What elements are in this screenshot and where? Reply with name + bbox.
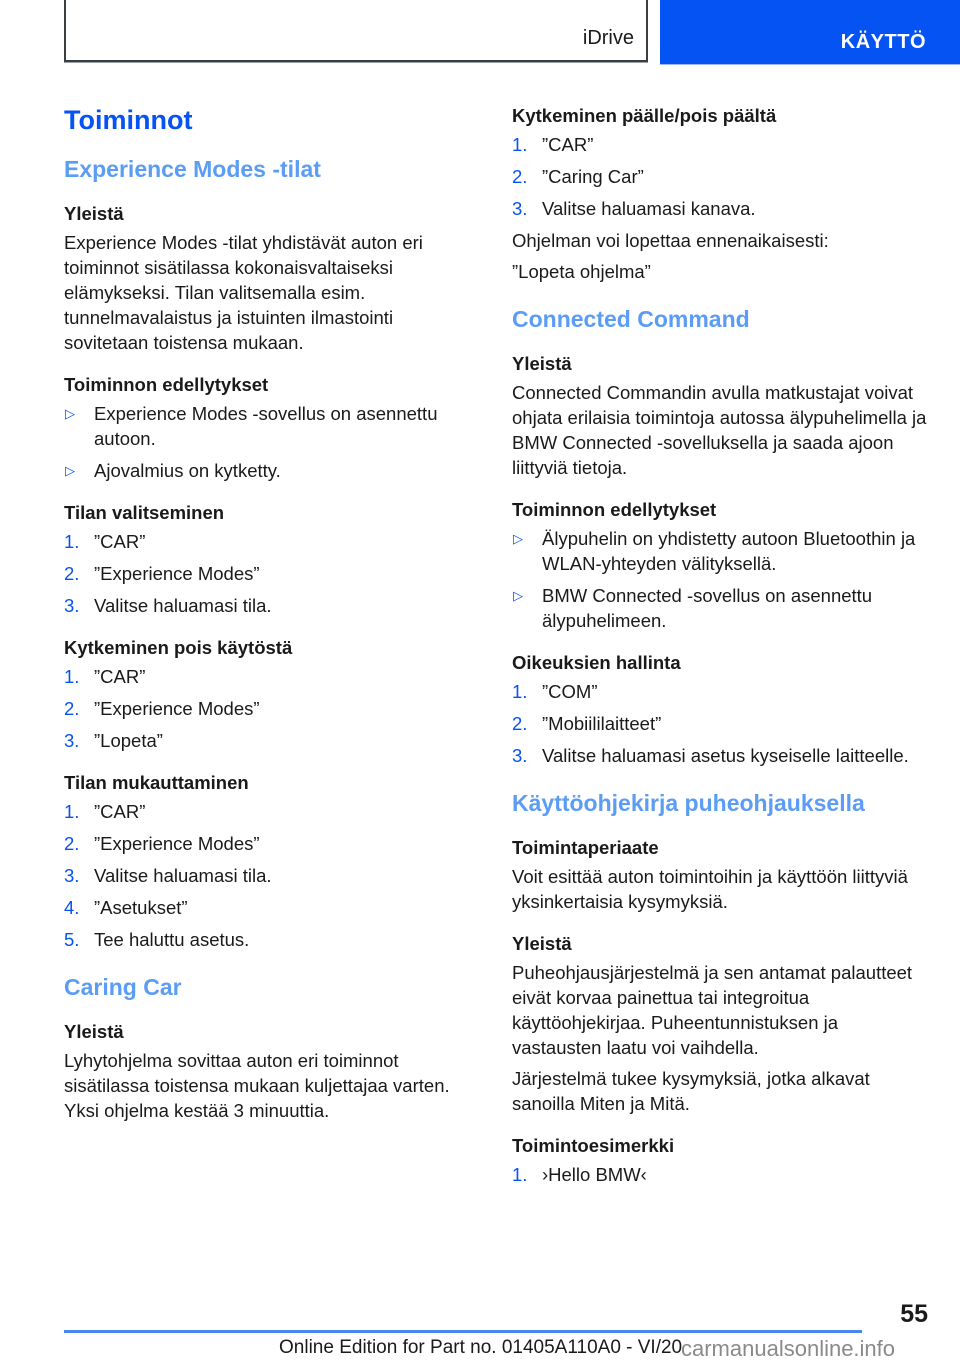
list-item: 1. ”CAR” <box>64 531 146 552</box>
list-item: 1. ”CAR” <box>64 666 146 687</box>
list-item: 2. ”Experience Modes” <box>64 698 260 719</box>
rights-steps-list <box>512 679 932 768</box>
section-heading-caring-car: Caring Car <box>64 974 182 1000</box>
subheading-select-mode: Tilan valitseminen <box>64 502 225 523</box>
header-section-box <box>64 0 648 62</box>
list-item: 2. ”Caring Car” <box>512 166 644 187</box>
paragraph-caring-general: Lyhytohjelma sovittaa auton eri toiminnot sisätilassa toistensa mukaan kuljettajaa varten. Yksi ohjelma kestää 3 minuuttia. <box>64 1050 450 1121</box>
list-item: ▷ Ajovalmius on kytketty. <box>65 460 281 481</box>
list-item: 2. ”Experience Modes” <box>64 563 260 584</box>
list-item: 3. Valitse haluamasi asetus kyseiselle laitteelle. <box>512 745 909 766</box>
subheading-requirements: Toiminnon edellytykset <box>64 374 269 395</box>
list-item: 3. ”Lopeta” <box>64 730 163 751</box>
subheading-principle: Toimintaperiaate <box>512 837 659 858</box>
requirements-list <box>64 401 479 483</box>
list-item: 3. Valitse haluamasi tila. <box>64 595 272 616</box>
triangle-bullet-icon: ▷ <box>513 531 523 546</box>
toggle-steps-list <box>512 132 932 221</box>
list-item: 1. ”CAR” <box>64 801 146 822</box>
subheading-general: Yleistä <box>512 933 572 954</box>
list-item: 1. ”CAR” <box>512 134 594 155</box>
page-title: Toiminnot <box>64 105 193 135</box>
section-heading-voice-manual: Käyttöohjekirja puheohjauksella <box>512 790 865 816</box>
section-heading-experience-modes: Experience Modes -tilat <box>64 156 321 182</box>
disable-steps-list <box>64 664 479 753</box>
section-heading-connected-command: Connected Command <box>512 306 750 332</box>
paragraph-voice-general-1: Puheohjausjärjestelmä ja sen antamat palautteet eivät korvaa painettua tai integroitua käyttöohjekirjaa. Puheentunnistuksen ja vastausten laatu voi vaihdella. <box>512 962 913 1058</box>
watermark: carmanualsonline.info <box>681 1336 896 1361</box>
left-column <box>64 96 479 1129</box>
list-item: 1. ›Hello BMW‹ <box>512 1164 647 1185</box>
footer-edition: Online Edition for Part no. 01405A110A0 - VI/20 <box>279 1337 683 1358</box>
paragraph-connected-general: Connected Commandin avulla matkustajat voivat ohjata erilaisia toimintoja autossa älypuhelimella ja BMW Connected -sovelluksella ja saada ajoon liittyviä tietoja. <box>512 382 927 478</box>
subheading-requirements: Toiminnon edellytykset <box>512 499 717 520</box>
paragraph-experience-general: Experience Modes -tilat yhdistävät auton eri toiminnot sisätilassa kokonaisvaltaiseksi elämykseksi. Tilan valitsemalla esim. tunnelmavalaistus ja istuinten ilmastointi sovitetaan toistensa mukaan. <box>64 232 423 353</box>
paragraph-principle: Voit esittää auton toimintoihin ja käyttöön liittyviä yksinkertaisia kysymyksiä. <box>512 866 908 912</box>
right-column <box>512 102 932 1194</box>
requirements-list <box>512 526 932 633</box>
list-item: 2. ”Experience Modes” <box>64 833 260 854</box>
subheading-rights: Oikeuksien hallinta <box>512 652 681 673</box>
subheading-toggle: Kytkeminen päälle/pois päältä <box>512 105 777 126</box>
header-section-label: iDrive <box>582 27 634 49</box>
list-item: 4. ”Asetukset” <box>64 897 188 918</box>
page-number: 55 <box>900 1300 928 1328</box>
triangle-bullet-icon: ▷ <box>65 463 75 478</box>
list-item: 3. Valitse haluamasi tila. <box>64 865 272 886</box>
subheading-general: Yleistä <box>512 353 572 374</box>
select-steps-list <box>64 529 479 618</box>
list-item: 1. ”COM” <box>512 681 598 702</box>
example-steps-list <box>512 1162 932 1187</box>
list-item: 2. ”Mobiililaitteet” <box>512 713 662 734</box>
subheading-disable: Kytkeminen pois käytöstä <box>64 637 293 658</box>
subheading-general: Yleistä <box>64 203 124 224</box>
list-item: ▷ Experience Modes -sovellus on asennettu autoon. <box>65 403 438 449</box>
footer-divider <box>64 1330 862 1333</box>
triangle-bullet-icon: ▷ <box>65 406 75 421</box>
list-item: 5. Tee haluttu asetus. <box>64 929 250 950</box>
subheading-general: Yleistä <box>64 1021 124 1042</box>
list-item: 3. Valitse haluamasi kanava. <box>512 198 756 219</box>
paragraph-voice-general-2: Järjestelmä tukee kysymyksiä, jotka alkavat sanoilla Miten ja Mitä. <box>512 1068 870 1114</box>
subheading-customize: Tilan mukauttaminen <box>64 772 249 793</box>
customize-steps-list <box>64 799 479 952</box>
list-item: ▷ BMW Connected -sovellus on asennettu älypuhelimeen. <box>513 585 873 631</box>
paragraph-note: Ohjelman voi lopettaa ennenaikaisesti: <box>512 230 829 251</box>
list-item: ▷ Älypuhelin on yhdistetty autoon Bluetoothin ja WLAN-yhteyden välityksellä. <box>513 528 916 574</box>
subheading-example: Toimintoesimerkki <box>512 1135 675 1156</box>
triangle-bullet-icon: ▷ <box>513 588 523 603</box>
header-chapter-label: KÄYTTÖ <box>840 31 926 53</box>
header-chapter-tab <box>660 0 960 64</box>
paragraph-note-action: ”Lopeta ohjelma” <box>512 261 651 282</box>
